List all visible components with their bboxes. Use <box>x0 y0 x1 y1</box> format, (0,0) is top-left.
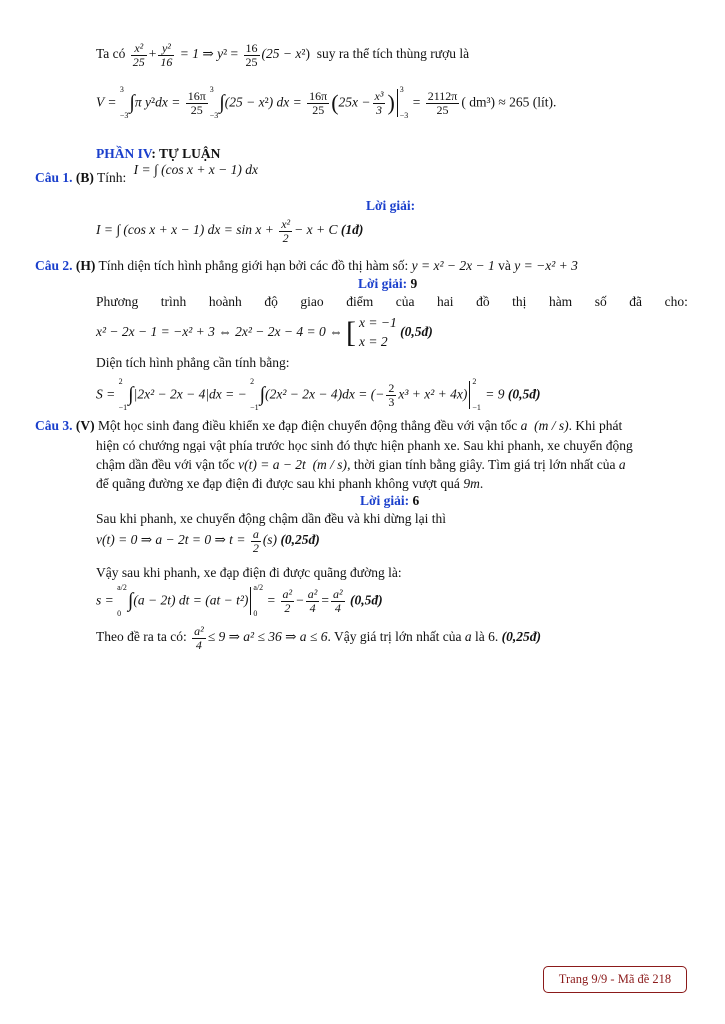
question-3-line-1 <box>35 418 622 434</box>
equation-part: I = ∫ (cos x + x − 1) dx = sin x + <box>96 222 274 238</box>
text: Diện tích hình phẳng cần tính bằng: <box>96 355 290 370</box>
text: Sau khi phanh, xe chuyển động chậm dần đều và khi dừng lại thì <box>96 511 446 526</box>
q2-area-equation <box>96 376 541 414</box>
fraction: $\frac{\text{a²}}{4}$ <box>307 587 318 615</box>
equation-part: s = <box>96 592 114 608</box>
question-3-line-3 <box>96 457 626 473</box>
text: . Vậy giá trị lớn nhất của <box>327 629 462 645</box>
equation-part: v(t) = 0 ⇒ a − 2t = 0 ⇒ t = <box>96 532 246 548</box>
text: và <box>498 258 511 273</box>
equation-part: − x + C <box>294 222 338 238</box>
text: để quãng đường xe đạp điện đi được sau khi phanh không vượt quá <box>96 476 460 491</box>
text: . <box>479 476 484 491</box>
unit: (m / s) <box>534 418 569 433</box>
question-3-line-2 <box>96 438 633 454</box>
fraction: $\frac{2}{3}$ <box>388 381 395 409</box>
q2-area-text <box>96 355 289 371</box>
q3-sol-4 <box>96 582 383 620</box>
integral-sign: ∫ <box>219 91 225 114</box>
equation-part: = <box>267 592 276 608</box>
equation-part: (2x² − 2x − 4)dx = (− <box>265 386 385 402</box>
unit: (m / s) <box>312 457 348 472</box>
fraction: $\frac{\text{x²}}{2}$ <box>281 217 291 245</box>
equation-part: ) dx = <box>268 94 302 110</box>
fraction: $\frac{a}{2}$ <box>252 527 259 555</box>
solution-label: Lời giải: <box>366 198 416 213</box>
word: của <box>395 294 415 309</box>
intro-line-1: Ta có $\frac{\text{x²}}{25}$ + $\frac{\text{y²}}{16}$ = 1 ⇒ y² = $\frac{16}{25}$ (25 − x²) suy ra thể tích thùng rượu là <box>96 41 470 69</box>
question-label: Câu 3. <box>35 418 73 433</box>
solution-label-3 <box>360 493 419 509</box>
word: đồ <box>476 294 490 309</box>
text: suy ra thể tích thùng rượu là <box>316 46 470 62</box>
equation-part: ) ≈ 265 <box>490 94 530 110</box>
fraction: $\frac{\text{x²}}{25}$ <box>132 41 145 69</box>
solution-label-2 <box>358 276 417 292</box>
word: giao <box>300 294 324 309</box>
intro-line-2: V = 3 −3∫π y²dx = $\frac{16\pi}{25}$ 3 −3∫(25 − x²) dx = $\frac{16\pi}{25}$ (25x − $\frac{\text{x³}}{3}$ )3 −3 = $\frac{2112\pi}{25}$ ( dm³) ≈ 265 (lít). <box>96 84 556 122</box>
integral-sign: ∫ <box>127 589 134 612</box>
question-expression: I = ∫ (cos x + x − 1) dx <box>133 162 259 177</box>
answer: 9 <box>410 276 418 291</box>
equation-part: = 1 ⇒ y <box>179 46 224 62</box>
text: hiện có chướng ngại vật phía trước học sinh đó thực hiện phanh xe. Sau khi phanh, xe chuyển động <box>96 438 633 453</box>
equation-part: = 9 <box>485 386 505 402</box>
question-label: Câu 2. <box>35 258 73 273</box>
solution-label: Lời giải: <box>358 276 408 291</box>
equation-part: (a − 2t) dt = (at − t²) <box>133 592 249 608</box>
text: . Khi phát <box>568 418 623 433</box>
fraction: $\frac{16\pi}{25}$ <box>187 89 206 117</box>
equation-system: [ x = −1 x = 2 <box>346 314 397 352</box>
equation-part: 25x − <box>338 94 371 110</box>
q2-equation <box>96 314 433 352</box>
evaluation-bar <box>469 381 470 409</box>
evaluation-bar <box>397 89 398 117</box>
question-text: Tính diện tích hình phẳng giới hạn bởi các đồ thị hàm số: <box>98 258 409 273</box>
integral-sign: ∫ <box>129 91 135 114</box>
question-1 <box>35 162 259 186</box>
equation-part: x³ + x² + 4x) <box>398 386 468 402</box>
q3-sol-5 <box>96 625 541 651</box>
solution-label-1 <box>366 198 415 214</box>
q3-sol-2 <box>96 528 320 554</box>
equation-part: V = <box>96 94 117 110</box>
question-2 <box>35 258 578 274</box>
root-2: x = 2 <box>358 333 388 349</box>
fraction: $\frac{2112\pi}{25}$ <box>427 89 458 117</box>
equation-part: dx = <box>155 94 181 110</box>
q3-sol-3 <box>96 565 402 581</box>
integral-sign: ∫ <box>259 383 266 406</box>
text: là 6. <box>474 629 499 645</box>
text: (lít). <box>532 94 557 110</box>
evaluation-limits: a/2 0 <box>253 583 264 618</box>
word: hoành <box>208 294 242 309</box>
fraction: $\frac{\text{y²}}{16}$ <box>160 41 173 69</box>
question-label: Câu 1. <box>35 170 73 185</box>
equation-part: v(t) = a − 2t <box>238 457 306 472</box>
word: điểm <box>346 294 374 309</box>
question-level: (V) <box>75 418 95 433</box>
points: (0,5đ) <box>400 323 433 339</box>
q2-justified-line <box>96 294 688 310</box>
root-1: x = −1 <box>358 315 397 330</box>
text: Ta có <box>96 46 126 62</box>
page-footer <box>543 966 687 993</box>
fraction: $\frac{\text{a²}}{4}$ <box>194 624 204 652</box>
word: đã <box>629 294 643 309</box>
word: thị <box>512 294 527 309</box>
question-level: (B) <box>75 170 94 185</box>
unit: dm <box>469 94 487 110</box>
integral-limits: 3 −3 <box>209 85 219 120</box>
q3-sol-1 <box>96 511 446 527</box>
word: Phương <box>96 294 139 309</box>
equation-part: = <box>321 592 330 608</box>
unit: (s) <box>262 532 278 548</box>
fraction: $\frac{\text{x³}}{3}$ <box>374 89 384 117</box>
equation-part: x² − 2x − 1 = −x² + 3 ⇔ 2x² − 2x − 4 = 0 ⇔ <box>96 323 343 339</box>
word: độ <box>264 294 278 309</box>
equation-part: π y <box>134 94 152 110</box>
points: (1đ) <box>340 222 364 238</box>
question-3-line-4 <box>96 476 483 492</box>
text: Một học sinh đang điều khiển xe đạp điện chuyển động thẳng đều với vận tốc <box>98 418 518 433</box>
evaluation-limits: 3 −3 <box>399 85 409 120</box>
text: Vậy sau khi phanh, xe đạp điện đi được quãng đường là: <box>96 565 402 580</box>
word: cho: <box>664 294 688 309</box>
value: 9m <box>463 476 480 491</box>
integral-limits: a/2 0 <box>117 583 127 618</box>
evaluation-bar <box>250 587 251 615</box>
equation-part: |2x² − 2x − 4|dx = − <box>133 386 247 402</box>
variable: a <box>520 418 528 433</box>
part-title: : TỰ LUẬN <box>151 146 221 161</box>
part-label: PHẦN IV <box>96 146 152 161</box>
text: , thời gian tính bằng giây. Tìm giá trị lớn nhất của <box>347 457 616 472</box>
question-text: Tính: <box>97 170 127 185</box>
integral-limits: 2 −1 <box>118 377 128 412</box>
text: chậm dần đều với vận tốc <box>96 457 235 472</box>
integral-sign: ∫ <box>128 383 134 406</box>
word: trình <box>160 294 187 309</box>
points: (0,25đ) <box>280 532 320 548</box>
variable: a <box>618 457 626 472</box>
equation-part: (25 − x <box>224 94 265 110</box>
fraction: $\frac{\text{a²}}{4}$ <box>333 587 343 615</box>
points: (0,5đ) <box>507 386 541 402</box>
points: (0,25đ) <box>501 629 541 645</box>
solution-label: Lời giải: <box>360 493 410 508</box>
variable: a <box>464 629 472 645</box>
equation-part: S = <box>96 386 116 402</box>
equation-part: − <box>296 592 304 608</box>
fraction: $\frac{16}{25}$ <box>245 41 258 69</box>
equation-part: ≤ 9 ⇒ a² ≤ 36 ⇒ a ≤ 6 <box>207 629 328 645</box>
text: Theo đề ra ta có: <box>96 629 187 645</box>
word: số <box>594 294 607 309</box>
footer-text: Trang 9/9 - Mã đề 218 <box>558 972 672 986</box>
word: hai <box>437 294 454 309</box>
fraction: $\frac{16\pi}{25}$ <box>309 89 328 117</box>
word: hàm <box>548 294 573 309</box>
q1-solution <box>96 218 363 244</box>
equation-part: ) <box>305 46 310 62</box>
points: (0,5đ) <box>350 592 383 608</box>
evaluation-limits: 2 −1 <box>472 377 481 412</box>
integral-limits: 3 −3 <box>119 85 129 120</box>
function-1: y = x² − 2x − 1 <box>411 258 495 273</box>
equation-part: (25 − x <box>261 46 302 62</box>
integral-limits: 2 −1 <box>250 377 259 412</box>
part-heading <box>96 146 220 162</box>
function-2: y = −x² + 3 <box>514 258 578 273</box>
question-level: (H) <box>75 258 96 273</box>
fraction: $\frac{\text{a²}}{2}$ <box>282 587 293 615</box>
answer: 6 <box>412 493 420 508</box>
